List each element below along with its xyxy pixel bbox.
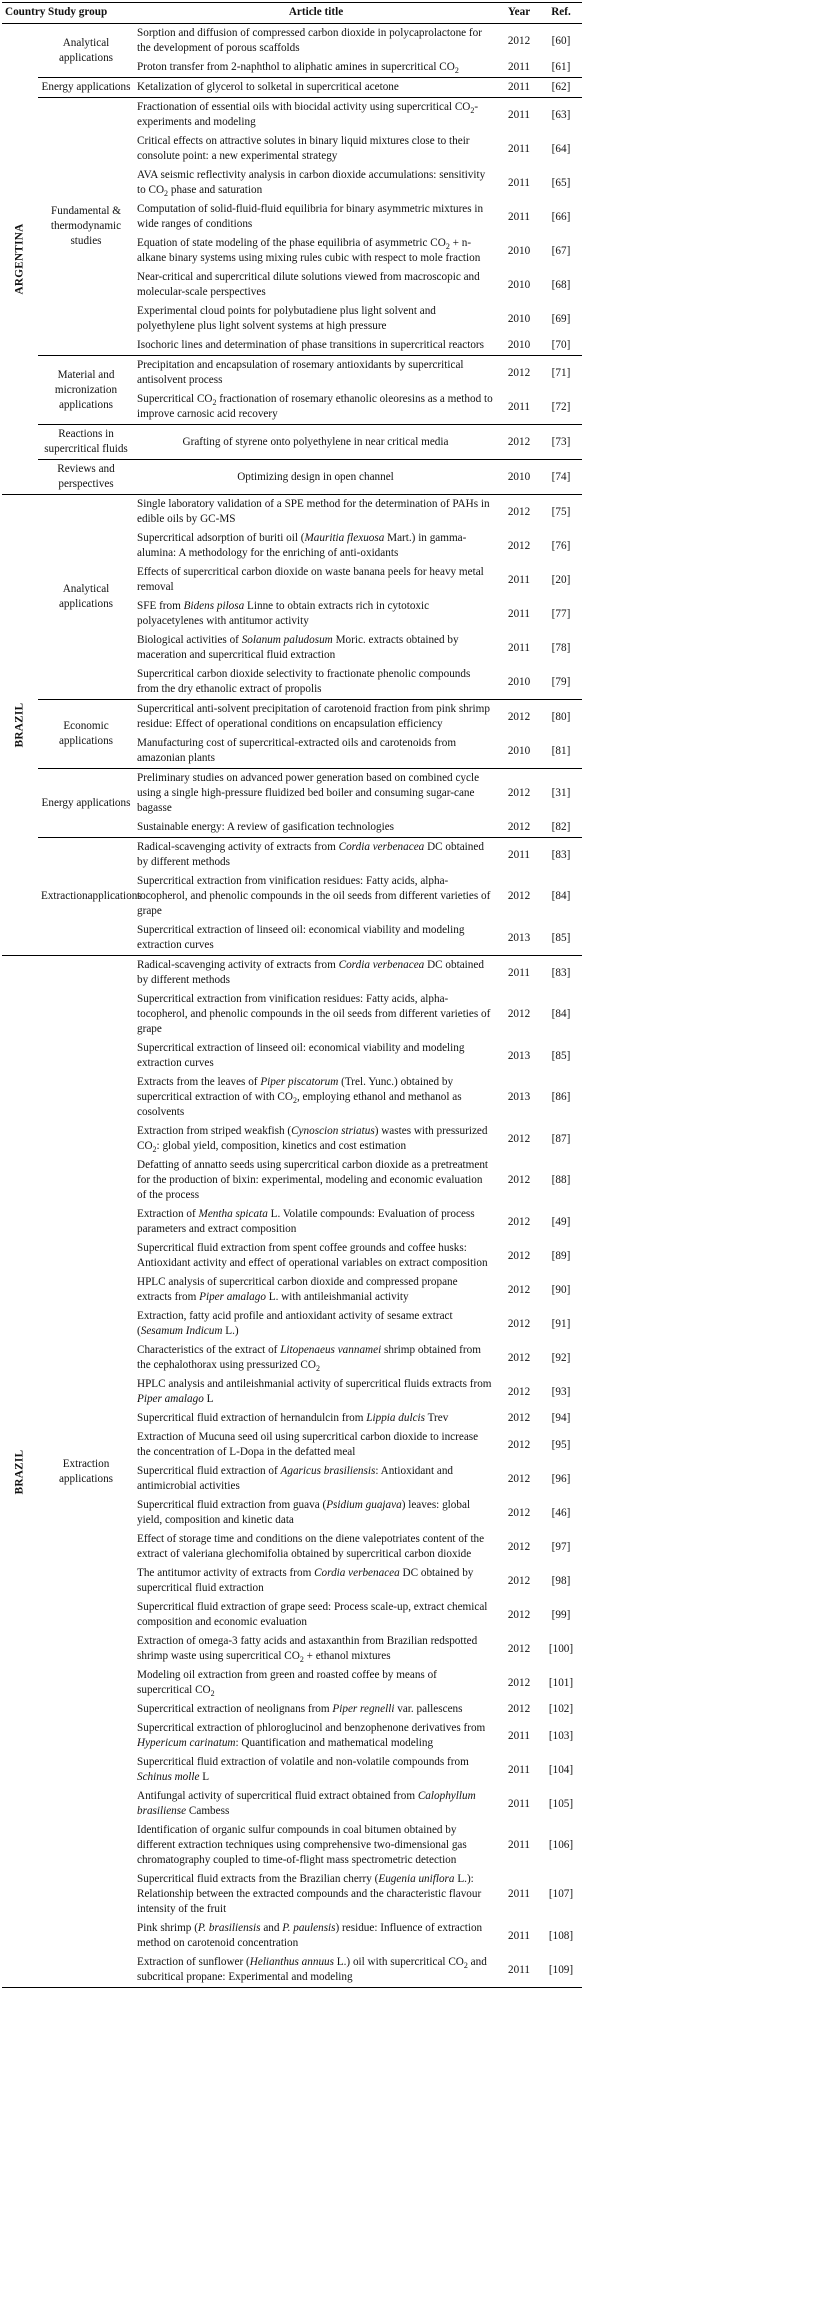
reference-cell: [69] <box>551 312 571 325</box>
article-title-cell: Precipitation and encapsulation of rosemary antioxidants by supercritical antisolvent process <box>137 359 464 386</box>
article-title-cell: Grafting of styrene onto polyethylene in near critical media <box>134 425 498 460</box>
reference-cell: [73] <box>540 425 582 460</box>
reference-cell: [49] <box>551 1215 571 1228</box>
year-cell: 2013 <box>498 921 540 956</box>
article-title-cell: Supercritical fluid extraction from spent coffee grounds and coffee husks: Antioxidant activity and effect of operational variables on extract composition <box>137 1242 488 1269</box>
reference-cell: [92] <box>551 1351 571 1364</box>
article-title-cell: Characteristics of the extract of Litopenaeus vannamei shrimp obtained from the cephalothorax using pressurized $CO_2$ <box>137 1344 481 1374</box>
reference-cell: [66] <box>551 210 571 223</box>
year-cell: 2010 <box>498 336 540 356</box>
article-title-cell: Critical effects on attractive solutes in binary liquid mixtures close to their consolute point: a new experimental strategy <box>137 135 470 162</box>
year-cell: 2011 <box>508 641 530 654</box>
reference-cell: [85] <box>551 1049 571 1062</box>
year-cell: 2012 <box>507 1132 531 1145</box>
year-cell: 2012 <box>507 34 531 47</box>
year-cell: 2012 <box>507 539 531 552</box>
reference-cell: [74] <box>540 460 582 495</box>
article-title-cell: Supercritical carbon dioxide selectivity to fractionate phenolic compounds from the dry ethanolic extract of propolis <box>134 665 498 700</box>
reference-cell: [60] <box>551 34 571 47</box>
article-title-cell: Effect of storage time and conditions on the diene valepotriates content of the extract of valeriana glechomifolia obtained by supercritical carbon dioxide <box>137 1533 485 1560</box>
reference-cell: [61] <box>540 58 582 78</box>
year-cell: 2011 <box>508 607 530 620</box>
year-cell: 2011 <box>508 1929 530 1942</box>
year-cell: 2011 <box>508 1839 530 1851</box>
article-title-cell: Extraction of Mucuna seed oil using supercritical carbon dioxide to increase the concentration of L-Dopa in the defatted meal <box>137 1431 479 1458</box>
reference-cell: [72] <box>540 390 582 425</box>
reference-cell: [20] <box>551 573 571 586</box>
article-title-cell: Extraction of Mentha spicata L. Volatile compounds: Evaluation of process parameters and extract composition <box>137 1208 475 1235</box>
article-title-cell: AVA seismic reflectivity analysis in carbon dioxide accumulations: sensitivity to $CO_2$ phase and saturation <box>137 169 486 199</box>
year-cell: 2012 <box>507 1385 531 1398</box>
reference-cell: [84] <box>551 1008 571 1020</box>
article-title-cell: Manufacturing cost of supercritical-extracted oils and carotenoids from amazonian plants <box>134 734 498 769</box>
reference-cell: [82] <box>540 818 582 838</box>
reference-cell: [46] <box>551 1506 571 1519</box>
year-cell: 2011 <box>508 1729 530 1742</box>
study-group-cell: Extractionapplications <box>38 838 134 956</box>
article-title-cell: Radical-scavenging activity of extracts from Cordia verbenacea DC obtained by different methods <box>137 841 484 868</box>
article-title-cell: Supercritical extraction from vinification residues: Fatty acids, alpha-tocopherol, and phenolic compounds in the oil seeds from different varieties of grape <box>137 875 491 917</box>
study-group-cell: Economic applications <box>38 700 134 769</box>
article-title-cell: Proton transfer from 2-naphthol to aliphatic amines in supercritical $CO_2$ <box>134 58 498 78</box>
year-cell: 2011 <box>508 573 530 586</box>
reference-cell: [91] <box>551 1317 571 1330</box>
reference-cell: [109] <box>540 1953 582 1988</box>
year-cell: 2010 <box>498 734 540 769</box>
year-cell: 2011 <box>508 142 530 155</box>
year-cell: 2010 <box>498 665 540 700</box>
year-cell: 2012 <box>507 1283 531 1296</box>
articles-table <box>2 2 582 1988</box>
country-cell <box>2 956 38 1988</box>
study-group-cell: Reactions in supercritical fluids <box>38 425 134 460</box>
year-cell: 2012 <box>507 366 531 379</box>
reference-cell: [83] <box>551 848 571 861</box>
reference-cell: [62] <box>540 78 582 98</box>
reference-cell: [93] <box>551 1385 571 1398</box>
year-cell: 2011 <box>498 1953 540 1988</box>
year-cell: 2012 <box>507 1574 531 1587</box>
study-group-cell: Fundamental & thermodynamic studies <box>38 98 134 356</box>
article-title-cell: Modeling oil extraction from green and roasted coffee by means of supercritical $CO_2$ <box>137 1669 437 1699</box>
table-row <box>2 78 582 98</box>
year-cell: 2011 <box>508 176 530 189</box>
year-cell: 2011 <box>498 78 540 98</box>
reference-cell: [79] <box>540 665 582 700</box>
year-cell: 2010 <box>498 460 540 495</box>
reference-cell: [105] <box>548 1797 574 1810</box>
reference-cell: [89] <box>551 1249 571 1262</box>
year-cell: 2011 <box>508 1763 530 1776</box>
reference-cell: [70] <box>540 336 582 356</box>
year-cell: 2012 <box>507 1642 531 1655</box>
article-title-cell: Ketalization of glycerol to solketal in supercritical acetone <box>134 78 498 98</box>
article-title-cell: Pink shrimp (P. brasiliensis and P. paulensis) residue: Influence of extraction method on carotenoid concentration <box>137 1922 483 1949</box>
article-title-cell: Extraction of sunflower (Helianthus annuus L.) oil with supercritical $CO_2$ and subcritical propane: Experimental and modeling <box>134 1953 498 1988</box>
country-label: BRAZIL <box>13 702 26 748</box>
reference-cell: [86] <box>551 1091 571 1103</box>
country-cell <box>2 24 38 495</box>
year-cell: 2011 <box>508 848 530 861</box>
article-title-cell: Equation of state modeling of the phase equilibria of asymmetric $CO_2$ + n-alkane binary systems using mixing rules cubic with respect to mole fraction <box>137 237 481 264</box>
article-title-cell: Optimizing design in open channel <box>134 460 498 495</box>
article-title-cell: Supercritical extraction of phloroglucinol and benzophenone derivatives from Hypericum carinatum: Quantification and mathematical modeling <box>137 1722 486 1749</box>
year-cell: 2012 <box>507 1249 531 1262</box>
article-title-cell: Extraction from striped weakfish (Cynoscion striatus) wastes with pressurized $CO_2$: global yield, composition, kinetics and cost estimation <box>137 1125 488 1155</box>
year-cell: 2012 <box>507 1174 531 1186</box>
year-cell: 2011 <box>508 966 530 979</box>
article-title-cell: Experimental cloud points for polybutadiene plus light solvent and polyethylene plus light solvent systems at high pressure <box>137 305 436 332</box>
reference-cell: [78] <box>551 641 571 654</box>
table-row <box>2 838 582 873</box>
year-cell: 2011 <box>508 1888 530 1900</box>
year-cell: 2012 <box>507 1540 531 1553</box>
article-title-cell: Identification of organic sulfur compounds in coal bitumen obtained by different extraction techniques using comprehensive two-dimensional gas chromatography coupled to time-of-flight mass spectrometric detection <box>137 1824 467 1866</box>
year-cell: 2012 <box>507 710 531 723</box>
article-title-cell: Preliminary studies on advanced power generation based on combined cycle using a single high-pressure fluidized bed boiler and consuming sugar-cane bagasse <box>137 772 480 814</box>
article-title-cell: HPLC analysis and antileishmanial activity of supercritical fluids extracts from Piper amalago L <box>137 1378 492 1405</box>
article-title-cell: Supercritical fluid extraction of Agaricus brasiliensis: Antioxidant and antimicrobial activities <box>137 1465 454 1492</box>
article-title-cell: Supercritical extraction of linseed oil: economical viability and modeling extraction curves <box>134 921 498 956</box>
country-label: BRAZIL <box>13 1449 26 1494</box>
year-cell: 2012 <box>507 1438 531 1451</box>
year-cell: 2012 <box>507 787 531 799</box>
reference-cell: [81] <box>540 734 582 769</box>
reference-cell: [84] <box>551 890 571 902</box>
table-row <box>2 98 582 133</box>
reference-cell: [102] <box>548 1703 574 1715</box>
article-title-cell: Extraction, fatty acid profile and antioxidant activity of sesame extract (Sesamum Indicum L.) <box>137 1310 453 1337</box>
year-cell: 2013 <box>507 1091 531 1103</box>
reference-cell: [97] <box>551 1540 571 1553</box>
year-cell: 2010 <box>507 278 531 291</box>
table-row <box>2 460 582 495</box>
article-title-cell: Single laboratory validation of a SPE method for the determination of PAHs in edible oils by GC-MS <box>137 498 490 525</box>
header-row <box>2 3 582 24</box>
article-title-cell: HPLC analysis of supercritical carbon dioxide and compressed propane extracts from Piper amalago L. with antileishmanial activity <box>137 1276 458 1303</box>
table-row <box>2 425 582 460</box>
reference-cell: [90] <box>551 1283 571 1296</box>
reference-cell: [101] <box>548 1676 574 1689</box>
reference-cell: [94] <box>551 1412 571 1424</box>
article-title-cell: Near-critical and supercritical dilute solutions viewed from macroscopic and molecular-scale perspectives <box>137 271 480 298</box>
year-cell: 2012 <box>507 1351 531 1364</box>
article-title-cell: Extraction of omega-3 fatty acids and astaxanthin from Brazilian redspotted shrimp waste using supercritical $CO_2$ + ethanol mixtures <box>137 1635 478 1665</box>
article-title-cell: Supercritical extraction of neolignans from Piper regnelli var. pallescens <box>137 1703 463 1715</box>
article-title-cell: Supercritical anti-solvent precipitation of carotenoid fraction from pink shrimp residue: Effect of operational conditions on encapsulation efficiency <box>137 703 490 730</box>
reference-cell: [80] <box>551 710 571 723</box>
article-title-cell: Extracts from the leaves of Piper piscatorum (Trel. Yunc.) obtained by supercritical extraction of with $CO_2$, employing ethanol and methanol as cosolvents <box>137 1076 462 1118</box>
year-cell: 2011 <box>498 58 540 78</box>
col-header-ref: Ref. <box>540 3 582 24</box>
article-title-cell: Biological activities of Solanum paludosum Moric. extracts obtained by maceration and supercritical fluid extraction <box>137 634 459 661</box>
year-cell: 2012 <box>507 1506 531 1519</box>
article-title-cell: Supercritical $CO_2$ fractionation of rosemary ethanolic oleoresins as a method to improve carnosic acid recovery <box>134 390 498 425</box>
col-header-year: Year <box>498 3 540 24</box>
table-row <box>2 24 582 59</box>
year-cell: 2012 <box>507 890 531 902</box>
year-cell: 2012 <box>507 1676 531 1689</box>
reference-cell: [77] <box>551 607 571 620</box>
article-title-cell: Isochoric lines and determination of phase transitions in supercritical reactors <box>134 336 498 356</box>
year-cell: 2013 <box>507 1049 531 1062</box>
reference-cell: [95] <box>551 1438 571 1451</box>
year-cell: 2011 <box>508 210 530 223</box>
article-title-cell: Antifungal activity of supercritical fluid extract obtained from Calophyllum brasiliense Cambess <box>137 1790 476 1817</box>
article-title-cell: Defatting of annatto seeds using supercritical carbon dioxide as a pretreatment for the production of bixin: experimental, modeling and economic evaluation of the process <box>137 1159 489 1201</box>
reference-cell: [85] <box>540 921 582 956</box>
reference-cell: [87] <box>551 1132 571 1145</box>
year-cell: 2012 <box>507 1703 531 1715</box>
article-title-cell: Sorption and diffusion of compressed carbon dioxide in polycaprolactone for the development of porous scaffolds <box>137 27 482 54</box>
article-title-cell: Supercritical fluid extraction of hernandulcin from Lippia dulcis Trev <box>137 1412 449 1424</box>
article-title-cell: Effects of supercritical carbon dioxide on waste banana peels for heavy metal removal <box>137 566 484 593</box>
article-title-cell: Fractionation of essential oils with biocidal activity using supercritical $CO_2$-experiments and modeling <box>137 101 479 128</box>
reference-cell: [100] <box>548 1642 574 1655</box>
article-title-cell: Radical-scavenging activity of extracts from Cordia verbenacea DC obtained by different methods <box>137 959 484 986</box>
study-group-cell: Extraction applications <box>38 956 134 1988</box>
reference-cell: [75] <box>551 505 571 518</box>
year-cell: 2012 <box>507 1472 531 1485</box>
article-title-cell: Supercritical fluid extraction of grape seed: Process scale-up, extract chemical composition and economic evaluation <box>137 1601 488 1628</box>
reference-cell: [96] <box>551 1472 571 1485</box>
year-cell: 2010 <box>507 244 531 257</box>
article-title-cell: Supercritical fluid extracts from the Brazilian cherry (Eugenia uniflora L.): Relationship between the extracted compounds and the characteristic flavour intensity of the fruit <box>137 1873 482 1915</box>
reference-cell: [63] <box>551 108 571 121</box>
reference-cell: [103] <box>548 1729 574 1742</box>
year-cell: 2012 <box>507 1608 531 1621</box>
year-cell: 2012 <box>507 505 531 518</box>
study-group-cell: Energy applications <box>38 769 134 838</box>
reference-cell: [76] <box>551 539 571 552</box>
study-group-cell: Material and micronization applications <box>38 356 134 425</box>
col-header-study-group: Study group <box>38 3 134 24</box>
reference-cell: [107] <box>548 1888 574 1900</box>
year-cell: 2012 <box>498 818 540 838</box>
article-title-cell: Sustainable energy: A review of gasification technologies <box>134 818 498 838</box>
table-row <box>2 956 582 991</box>
table-row <box>2 769 582 819</box>
article-title-cell: Supercritical adsorption of buriti oil (Mauritia flexuosa Mart.) in gamma-alumina: A methodology for the enriching of anti-oxidants <box>137 532 467 559</box>
article-title-cell: Supercritical extraction of linseed oil: economical viability and modeling extraction curves <box>137 1042 465 1069</box>
study-group-cell: Analytical applications <box>38 495 134 700</box>
col-header-country: Country <box>2 3 38 24</box>
article-title-cell: Supercritical fluid extraction of volatile and non-volatile compounds from Schinus molle L <box>137 1756 469 1783</box>
year-cell: 2011 <box>498 390 540 425</box>
article-title-cell: Supercritical extraction from vinification residues: Fatty acids, alpha-tocopherol, and phenolic compounds in the oil seeds from different varieties of grape <box>137 993 491 1035</box>
table-row <box>2 495 582 530</box>
year-cell: 2012 <box>498 425 540 460</box>
reference-cell: [67] <box>551 244 571 257</box>
reference-cell: [71] <box>551 366 571 379</box>
table-row <box>2 700 582 735</box>
reference-cell: [65] <box>551 176 571 189</box>
year-cell: 2010 <box>507 312 531 325</box>
reference-cell: [68] <box>551 278 571 291</box>
year-cell: 2011 <box>508 1797 530 1810</box>
study-group-cell: Reviews and perspectives <box>38 460 134 495</box>
year-cell: 2012 <box>507 1008 531 1020</box>
country-label: ARGENTINA <box>13 223 26 295</box>
article-title-cell: Supercritical fluid extraction from guava (Psidium guajava) leaves: global yield, composition and kinetic data <box>137 1499 471 1526</box>
reference-cell: [31] <box>551 787 571 799</box>
year-cell: 2012 <box>507 1215 531 1228</box>
col-header-article-title: Article title <box>134 3 498 24</box>
article-title-cell: The antitumor activity of extracts from Cordia verbenacea DC obtained by supercritical fluid extraction <box>137 1567 474 1594</box>
year-cell: 2011 <box>508 108 530 121</box>
reference-cell: [106] <box>548 1839 574 1851</box>
table-row <box>2 356 582 391</box>
article-title-cell: Computation of solid-fluid-fluid equilibria for binary asymmetric mixtures in wide ranges of conditions <box>137 203 484 230</box>
study-group-cell: Energy applications <box>38 78 134 98</box>
reference-cell: [64] <box>551 142 571 155</box>
reference-cell: [98] <box>551 1574 571 1587</box>
reference-cell: [99] <box>551 1608 571 1621</box>
reference-cell: [104] <box>548 1763 574 1776</box>
study-group-cell: Analytical applications <box>38 24 134 78</box>
year-cell: 2012 <box>507 1412 531 1424</box>
country-cell <box>2 495 38 956</box>
article-title-cell: SFE from Bidens pilosa Linne to obtain extracts rich in cytotoxic polyacetylenes with antitumor activity <box>137 600 430 627</box>
year-cell: 2012 <box>507 1317 531 1330</box>
reference-cell: [108] <box>548 1929 574 1942</box>
reference-cell: [83] <box>551 966 571 979</box>
reference-cell: [88] <box>551 1174 571 1186</box>
